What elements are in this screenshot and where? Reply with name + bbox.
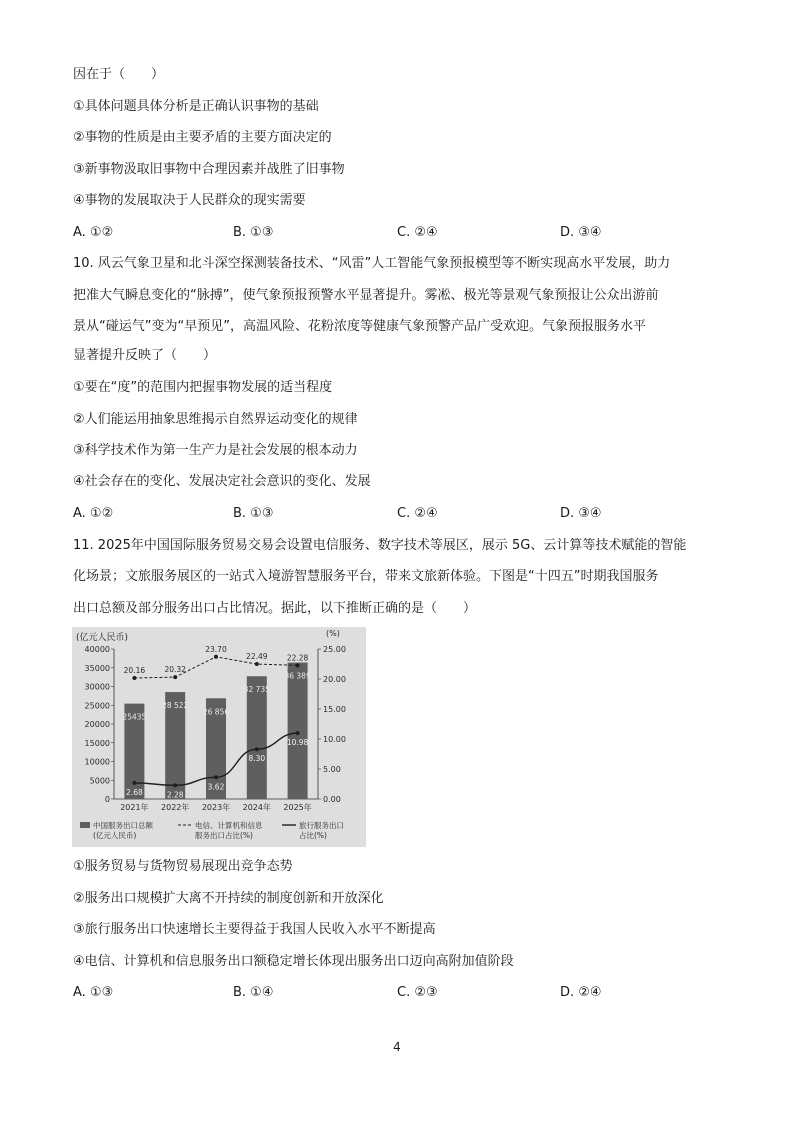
x-tick-label: 2021年 bbox=[120, 803, 149, 812]
right-tick-label: 10.00 bbox=[323, 735, 346, 744]
left-tick-label: 35000 bbox=[84, 663, 110, 673]
bar-value-label: 26 856 bbox=[202, 707, 230, 717]
left-tick-label: 5000 bbox=[89, 776, 110, 786]
q9-options bbox=[73, 224, 723, 242]
q9-option-d: D. ③④ bbox=[560, 225, 602, 240]
right-tick-label: 15.00 bbox=[323, 705, 346, 714]
x-tick-label: 2025年 bbox=[283, 803, 312, 812]
q11-options bbox=[73, 984, 723, 1002]
ict-share-point bbox=[132, 676, 136, 680]
q10-statement-1: ①要在“度”的范围内把握事物发展的适当程度 bbox=[73, 380, 333, 395]
left-tick-label: 10000 bbox=[84, 757, 110, 767]
q10-stem-line-2: 把准大气瞬息变化的“脉搏”，使气象预报预警水平显著提升。雾凇、极光等景观气象预报让公众出游前 bbox=[73, 288, 659, 303]
bar bbox=[247, 676, 267, 799]
legend-bar-label: 中国服务出口总额 bbox=[93, 821, 153, 830]
right-tick-label: 25.00 bbox=[323, 645, 346, 654]
q10-option-d: D. ③④ bbox=[560, 506, 602, 521]
travel-share-label: 2.68 bbox=[126, 787, 143, 797]
travel-share-point bbox=[255, 747, 259, 751]
right-tick-label: 20.00 bbox=[323, 675, 346, 684]
left-tick-label: 15000 bbox=[84, 738, 110, 748]
page-number: 4 bbox=[393, 1040, 401, 1054]
left-tick-label: 20000 bbox=[84, 720, 110, 729]
q9-option-b: B. ①③ bbox=[233, 225, 274, 240]
q11-statement-3: ③旅行服务出口快速增长主要得益于我国人民收入水平不断提高 bbox=[73, 922, 436, 937]
bar-value-label: 25435 bbox=[122, 712, 147, 722]
right-tick-label: 0.00 bbox=[323, 795, 341, 804]
travel-share-point bbox=[173, 783, 177, 787]
q9-statement-3: ③新事物汲取旧事物中合理因素并战胜了旧事物 bbox=[73, 162, 345, 177]
q11-stem-line-1: 11. 2025年中国国际服务贸易交易会设置电信服务、数字技术等展区，展示 5G、云计算等技术赋能的智能 bbox=[73, 538, 687, 553]
q9-statement-2: ②事物的性质是由主要矛盾的主要方面决定的 bbox=[73, 130, 332, 145]
travel-share-label: 3.62 bbox=[207, 782, 225, 792]
q10-options bbox=[73, 505, 723, 523]
legend-bar-label: (亿元人民币) bbox=[93, 831, 137, 840]
x-tick-label: 2022年 bbox=[161, 803, 190, 812]
travel-share-point bbox=[296, 731, 300, 735]
q11-option-b: B. ①④ bbox=[233, 985, 274, 1000]
bar-value-label: 36 389 bbox=[284, 671, 311, 681]
q9-statement-4: ④事物的发展取决于人民群众的现实需要 bbox=[73, 193, 306, 208]
q9-option-c: C. ②④ bbox=[397, 225, 438, 240]
q10-statement-3: ③科学技术作为第一生产力是社会发展的根本动力 bbox=[73, 443, 358, 458]
q11-statement-2: ②服务出口规模扩大离不开持续的制度创新和开放深化 bbox=[73, 891, 384, 906]
q10-stem-line-3: 景从“碰运气”变为“早预见”，高温风险、花粉浓度等健康气象预警产品广受欢迎。气象预报服务水平 bbox=[73, 319, 646, 334]
service-export-chart bbox=[72, 627, 366, 847]
q10-option-b: B. ①③ bbox=[233, 506, 274, 521]
legend-travel-label: 占比(%) bbox=[299, 831, 327, 840]
left-tick-label: 0 bbox=[104, 795, 110, 804]
ict-share-point bbox=[255, 662, 259, 666]
ict-share-label: 23.70 bbox=[205, 644, 227, 654]
legend-bar-swatch bbox=[80, 822, 90, 828]
q11-statement-4: ④电信、计算机和信息服务出口额稳定增长体现出服务出口迈向高附加值阶段 bbox=[73, 954, 514, 969]
q9-option-a: A. ①② bbox=[73, 225, 114, 240]
q10-stem-line-4: 显著提升反映了（ ） bbox=[73, 348, 217, 363]
q10-option-a: A. ①② bbox=[73, 506, 114, 521]
x-tick-label: 2023年 bbox=[201, 803, 231, 812]
ict-share-label: 22.28 bbox=[286, 653, 309, 663]
bar-value-label: 32 735 bbox=[243, 685, 270, 695]
ict-share-label: 22.49 bbox=[246, 652, 268, 662]
ict-share-point bbox=[214, 655, 218, 659]
bar bbox=[288, 663, 308, 799]
left-tick-label: 30000 bbox=[84, 682, 110, 692]
travel-share-point bbox=[132, 781, 136, 785]
q11-statement-1: ①服务贸易与货物贸易展现出竞争态势 bbox=[73, 859, 293, 874]
q11-option-c: C. ②③ bbox=[397, 985, 438, 1000]
q11-stem-line-3: 出口总额及部分服务出口占比情况。据此，以下推断正确的是（ ） bbox=[73, 601, 477, 616]
travel-share-label: 2.28 bbox=[166, 790, 184, 800]
q9-statement-1: ①具体问题具体分析是正确认识事物的基础 bbox=[73, 99, 319, 114]
q10-statement-4: ④社会存在的变化、发展决定社会意识的变化、发展 bbox=[73, 474, 371, 489]
ict-share-point bbox=[173, 675, 177, 679]
q11-stem-line-2: 化场景；文旅服务展区的一站式入境游智慧服务平台，带来文旅新体验。下图是“十四五”时期我国服务 bbox=[73, 569, 659, 584]
q9-stem-tail: 因在于（ ） bbox=[73, 67, 165, 82]
right-tick-label: 5.00 bbox=[323, 765, 341, 774]
q11-option-a: A. ①③ bbox=[73, 985, 114, 1000]
bar-value-label: 28 522 bbox=[162, 701, 189, 711]
legend-travel-label: 旅行服务出口 bbox=[299, 821, 344, 830]
legend-ict-label: 电信、计算机和信息 bbox=[195, 821, 263, 830]
left-tick-label: 25000 bbox=[84, 701, 110, 711]
x-tick-label: 2024年 bbox=[242, 803, 271, 812]
q11-option-d: D. ②④ bbox=[560, 985, 602, 1000]
ict-share-point bbox=[296, 663, 300, 667]
left-axis-label: (亿元人民币) bbox=[76, 633, 129, 643]
travel-share-point bbox=[214, 775, 218, 779]
right-axis-label: (%) bbox=[326, 629, 340, 638]
q10-option-c: C. ②④ bbox=[397, 506, 438, 521]
left-tick-label: 40000 bbox=[84, 645, 110, 654]
ict-share-label: 20.32 bbox=[164, 665, 186, 675]
ict-share-label: 20.16 bbox=[123, 666, 146, 676]
travel-share-label: 8.30 bbox=[248, 754, 266, 764]
travel-share-label: 10.98 bbox=[286, 738, 309, 748]
legend-ict-label: 服务出口占比(%) bbox=[195, 831, 253, 840]
q10-statement-2: ②人们能运用抽象思维揭示自然界运动变化的规律 bbox=[73, 412, 358, 427]
q10-stem-line-1: 10. 风云气象卫星和北斗深空探测装备技术、“风雷”人工智能气象预报模型等不断实现高水平发展，助力 bbox=[73, 256, 671, 271]
